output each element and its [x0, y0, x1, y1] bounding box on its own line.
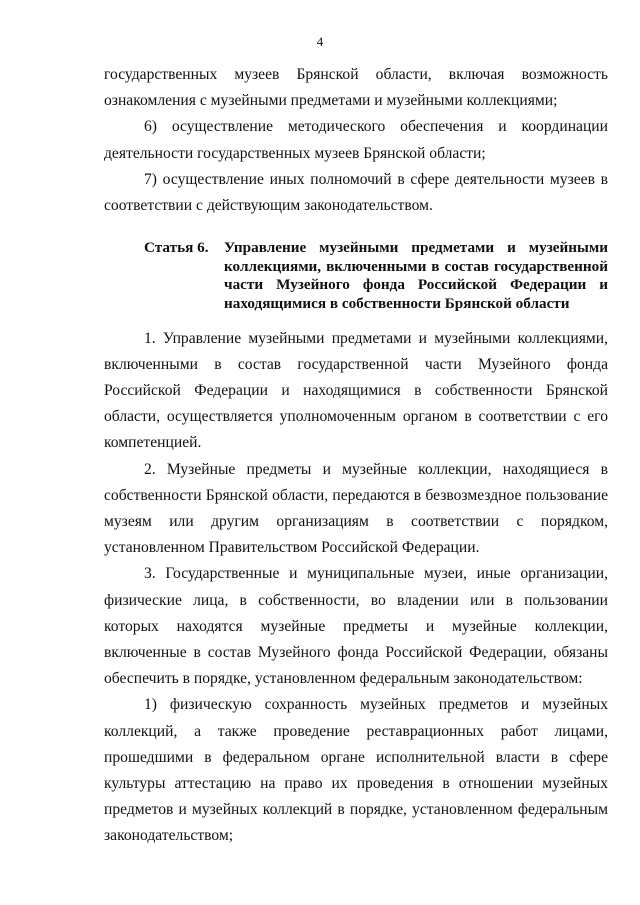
article-label: Статья 6.	[144, 239, 209, 257]
document-body	[104, 62, 608, 850]
paragraph-continuation: государственных музеев Брянской области, включая возможность ознакомления с музейными предметами и музейными коллекциями;	[104, 66, 608, 110]
paragraph-clause-3: 3. Государственные и муниципальные музеи, иные организации, физические лица, в собственности, во владении или в пользовании которых находятся музейные предметы и музейные коллекции, включенные в состав Музейного фонда Российской Федерации, обязаны обеспечить в порядке, установленном федеральным законодательством:	[104, 565, 608, 688]
paragraph-clause-1: 1. Управление музейными предметами и музейными коллекциями, включенными в состав государственной части Музейного фонда Российской Федерации и находящимися в собственности Брянской области, осуществляется уполномоченным органом в соответствии с его компетенцией.	[104, 329, 608, 452]
paragraph-subitem-1: 1) физическую сохранность музейных предметов и музейных коллекций, а также проведение реставрационных работ лицами, прошедшими в федеральном органе исполнительной власти в сфере культуры аттестацию на право их проведения в отношении музейных предметов и музейных коллекций в порядке, установленном федеральным законодательством;	[104, 696, 608, 845]
paragraph-item-6: 6) осуществление методического обеспечения и координации деятельности государственных музеев Брянской области;	[104, 118, 608, 162]
page-number: 4	[316, 34, 324, 49]
paragraph-clause-2: 2. Музейные предметы и музейные коллекции, находящиеся в собственности Брянской области, передаются в безвозмездное пользование музеям или другим организациям в соответствии с порядком, установленном Правительством Российской Федерации.	[104, 460, 608, 557]
article-heading	[104, 239, 608, 313]
article-title: Управление музейными предметами и музейными коллекциями, включенными в состав государственной части Музейного фонда Российской Федерации и находящимися в собственности Брянской области	[224, 239, 608, 312]
paragraph-item-7: 7) осуществление иных полномочий в сфере деятельности музеев в соответствии с действующим законодательством.	[104, 170, 608, 215]
